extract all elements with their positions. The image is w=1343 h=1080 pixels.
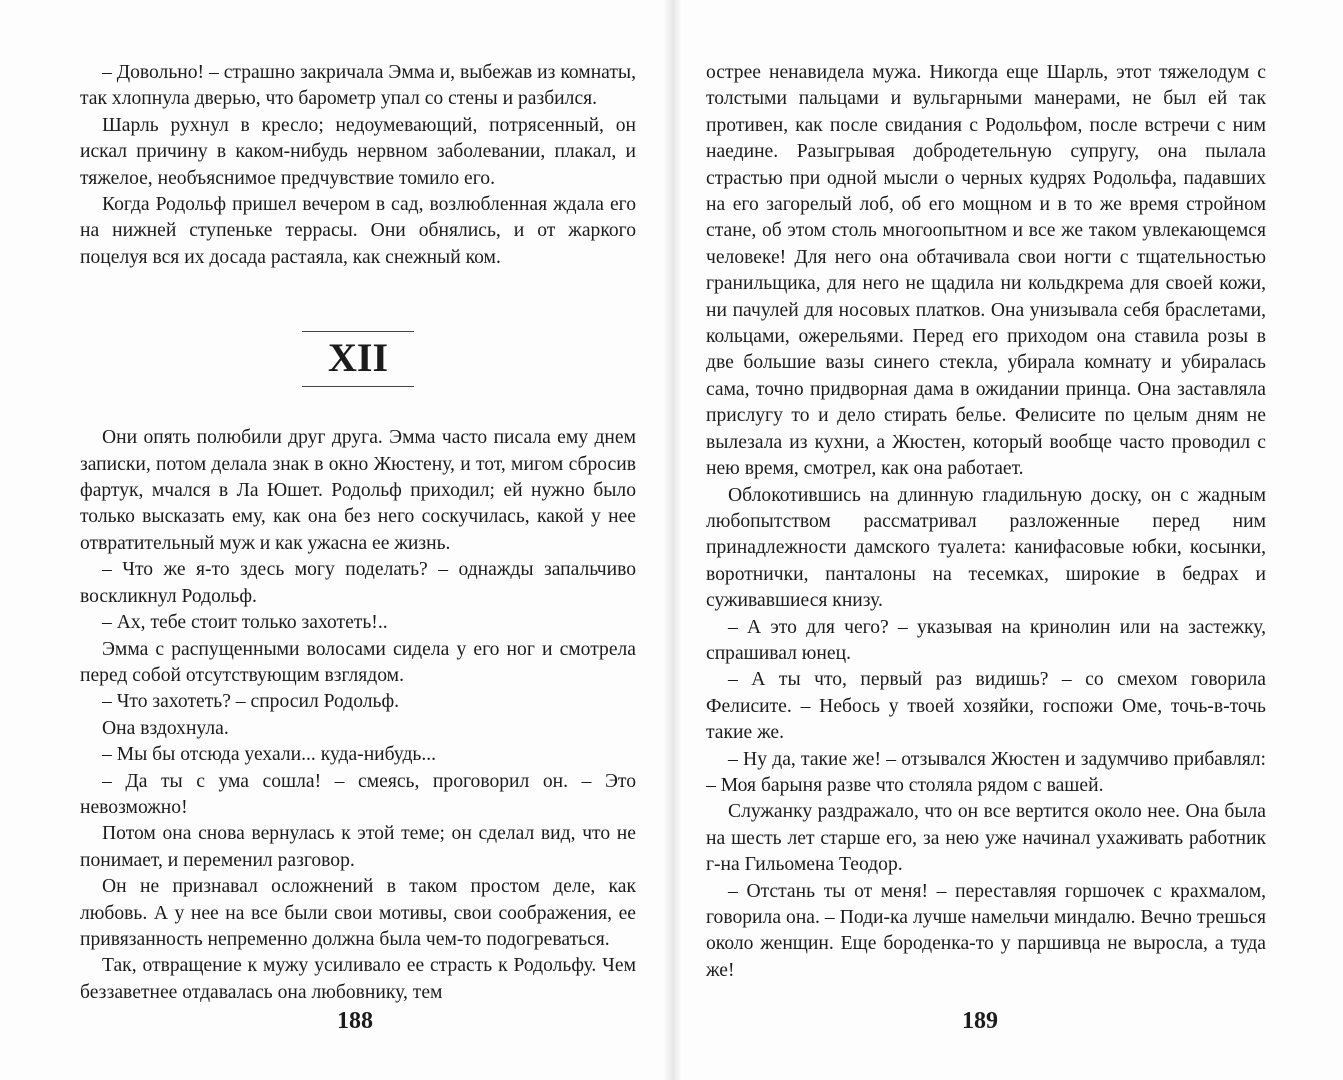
paragraph: – Ах, тебе стоит только захотеть!.. <box>102 612 388 634</box>
paragraph: острее ненавидела мужа. Никогда еще Шарль, этот тяжелодум с толстыми пальцами и вульгарными манерами, не был ей так противен, как после свидания с Родольфом, после встречи с ним наедине. Разыгрывая добродетельную супругу, она пылала страстью при одной мысли о черных кудрях Родольфа, падавших на его загорелый лоб, об его мощном и в то же время стройном стане, об этом столь многоопытном и все же таком увлекающемся человеке! Для него она обтачивала свои ногти с тщательностью гранильщика, для него не щадила ни кольдкрема для своей кожи, ни пачулей для носовых платков. Она унизывала себя браслетами, кольцами, ожерельями. Перед его приходом она ставила розы в две большие вазы синего стекла, убирала комнату и убиралась сама, точно придворная дама в ожидании принца. Она заставляла прислугу то и дело стирать белье. Фелисите по целым дням не вылезала из кухни, а Жюстен, который вообще часто проводил с нею время, смотрел, как она работает. <box>706 62 1266 480</box>
paragraph: – Отстань ты от меня! – переставляя горшочек с крахмалом, говорила она. – Поди-ка лучше намельчи миндалю. Вечно трешься около женщин. Еще бороденка-то у паршивца не выросла, а туда же! <box>706 880 1266 981</box>
paragraph: – Довольно! – страшно закричала Эмма и, выбежав из комнаты, так хлопнула дверью, что барометр упал со стены и разбился. <box>80 62 636 110</box>
book-gutter <box>662 0 682 1080</box>
paragraph: Когда Родольф пришел вечером в сад, возлюбленная ждала его на нижней ступеньке террасы. Они обнялись, и от жаркого поцелуя вся их досада растаяла, как снежный ком. <box>80 194 636 268</box>
chapter-rule-bottom <box>302 386 414 387</box>
paragraph: – Да ты с ума сошла! – смеясь, проговорил он. – Это невозможно! <box>80 770 636 818</box>
paragraph: Так, отвращение к мужу усиливало ее страсть к Родольфу. Чем беззаветнее отдавалась она любовнику, тем <box>80 955 636 1003</box>
page-number-right: 189 <box>962 1008 998 1034</box>
paragraph: Шарль рухнул в кресло; недоумевающий, потрясенный, он искал причину в каком-нибудь нервном заболевании, плакал, и тяжелое, необъяснимое предчувствие томило его. <box>80 114 636 189</box>
paragraph: – А это для чего? – указывая на кринолин или на застежку, спрашивал юнец. <box>706 616 1266 664</box>
paragraph: Облокотившись на длинную гладильную доску, он с жадным любопытством рассматривал разложенные перед ним принадлежности дамского туалета: канифасовые юбки, косынки, воротнички, панталоны на тесемках, широкие в бедрах и суживавшиеся книзу. <box>706 484 1266 612</box>
paragraph: Она вздохнула. <box>102 717 229 739</box>
chapter-heading-block <box>80 331 636 387</box>
paragraph: – Ну да, такие же! – отзывался Жюстен и задумчиво прибавлял: – Моя барыня разве что столяла рядом с вашей. <box>706 748 1266 796</box>
paragraph: Потом она снова вернулась к этой теме; он сделал вид, что не понимает, и переменил разговор. <box>80 823 636 871</box>
paragraph: Эмма с распущенными волосами сидела у его ног и смотрела перед собой отсутствующим взглядом. <box>80 638 636 686</box>
left-page <box>80 60 636 1006</box>
paragraph: – Что же я-то здесь могу поделать? – однажды запальчиво воскликнул Родольф. <box>80 559 636 607</box>
chapter-heading: XII <box>327 335 389 381</box>
paragraph: Служанку раздражало, что он все вертится около нее. Она была на шесть лет старше его, за нею уже начинал ухаживать работник г-на Гильомена Теодор. <box>706 801 1266 876</box>
page-number-left: 188 <box>337 1008 373 1034</box>
paragraph: – Мы бы отсюда уехали... куда-нибудь... <box>102 744 437 766</box>
paragraph: – А ты что, первый раз видишь? – со смехом говорила Фелисите. – Небось у твоей хозяйки, госпожи Оме, точь-в-точь такие же. <box>706 669 1266 744</box>
paragraph: – Что захотеть? – спросил Родольф. <box>102 691 400 713</box>
paragraph: Он не признавал осложнений в таком простом деле, как любовь. А у нее на все были свои мотивы, свои соображения, ее привязанность непременно должна была чем-то подогреваться. <box>80 876 636 950</box>
paragraph: Они опять полюбили друг друга. Эмма часто писала ему днем записки, потом делала знак в окно Жюстену, и тот, мигом сбросив фартук, мчался в Ла Юшет. Родольф приходил; ей нужно было только высказать ему, как она без него соскучилась, какой у нее отвратительный муж и как ужасна ее жизнь. <box>80 427 636 554</box>
right-page <box>706 60 1266 984</box>
